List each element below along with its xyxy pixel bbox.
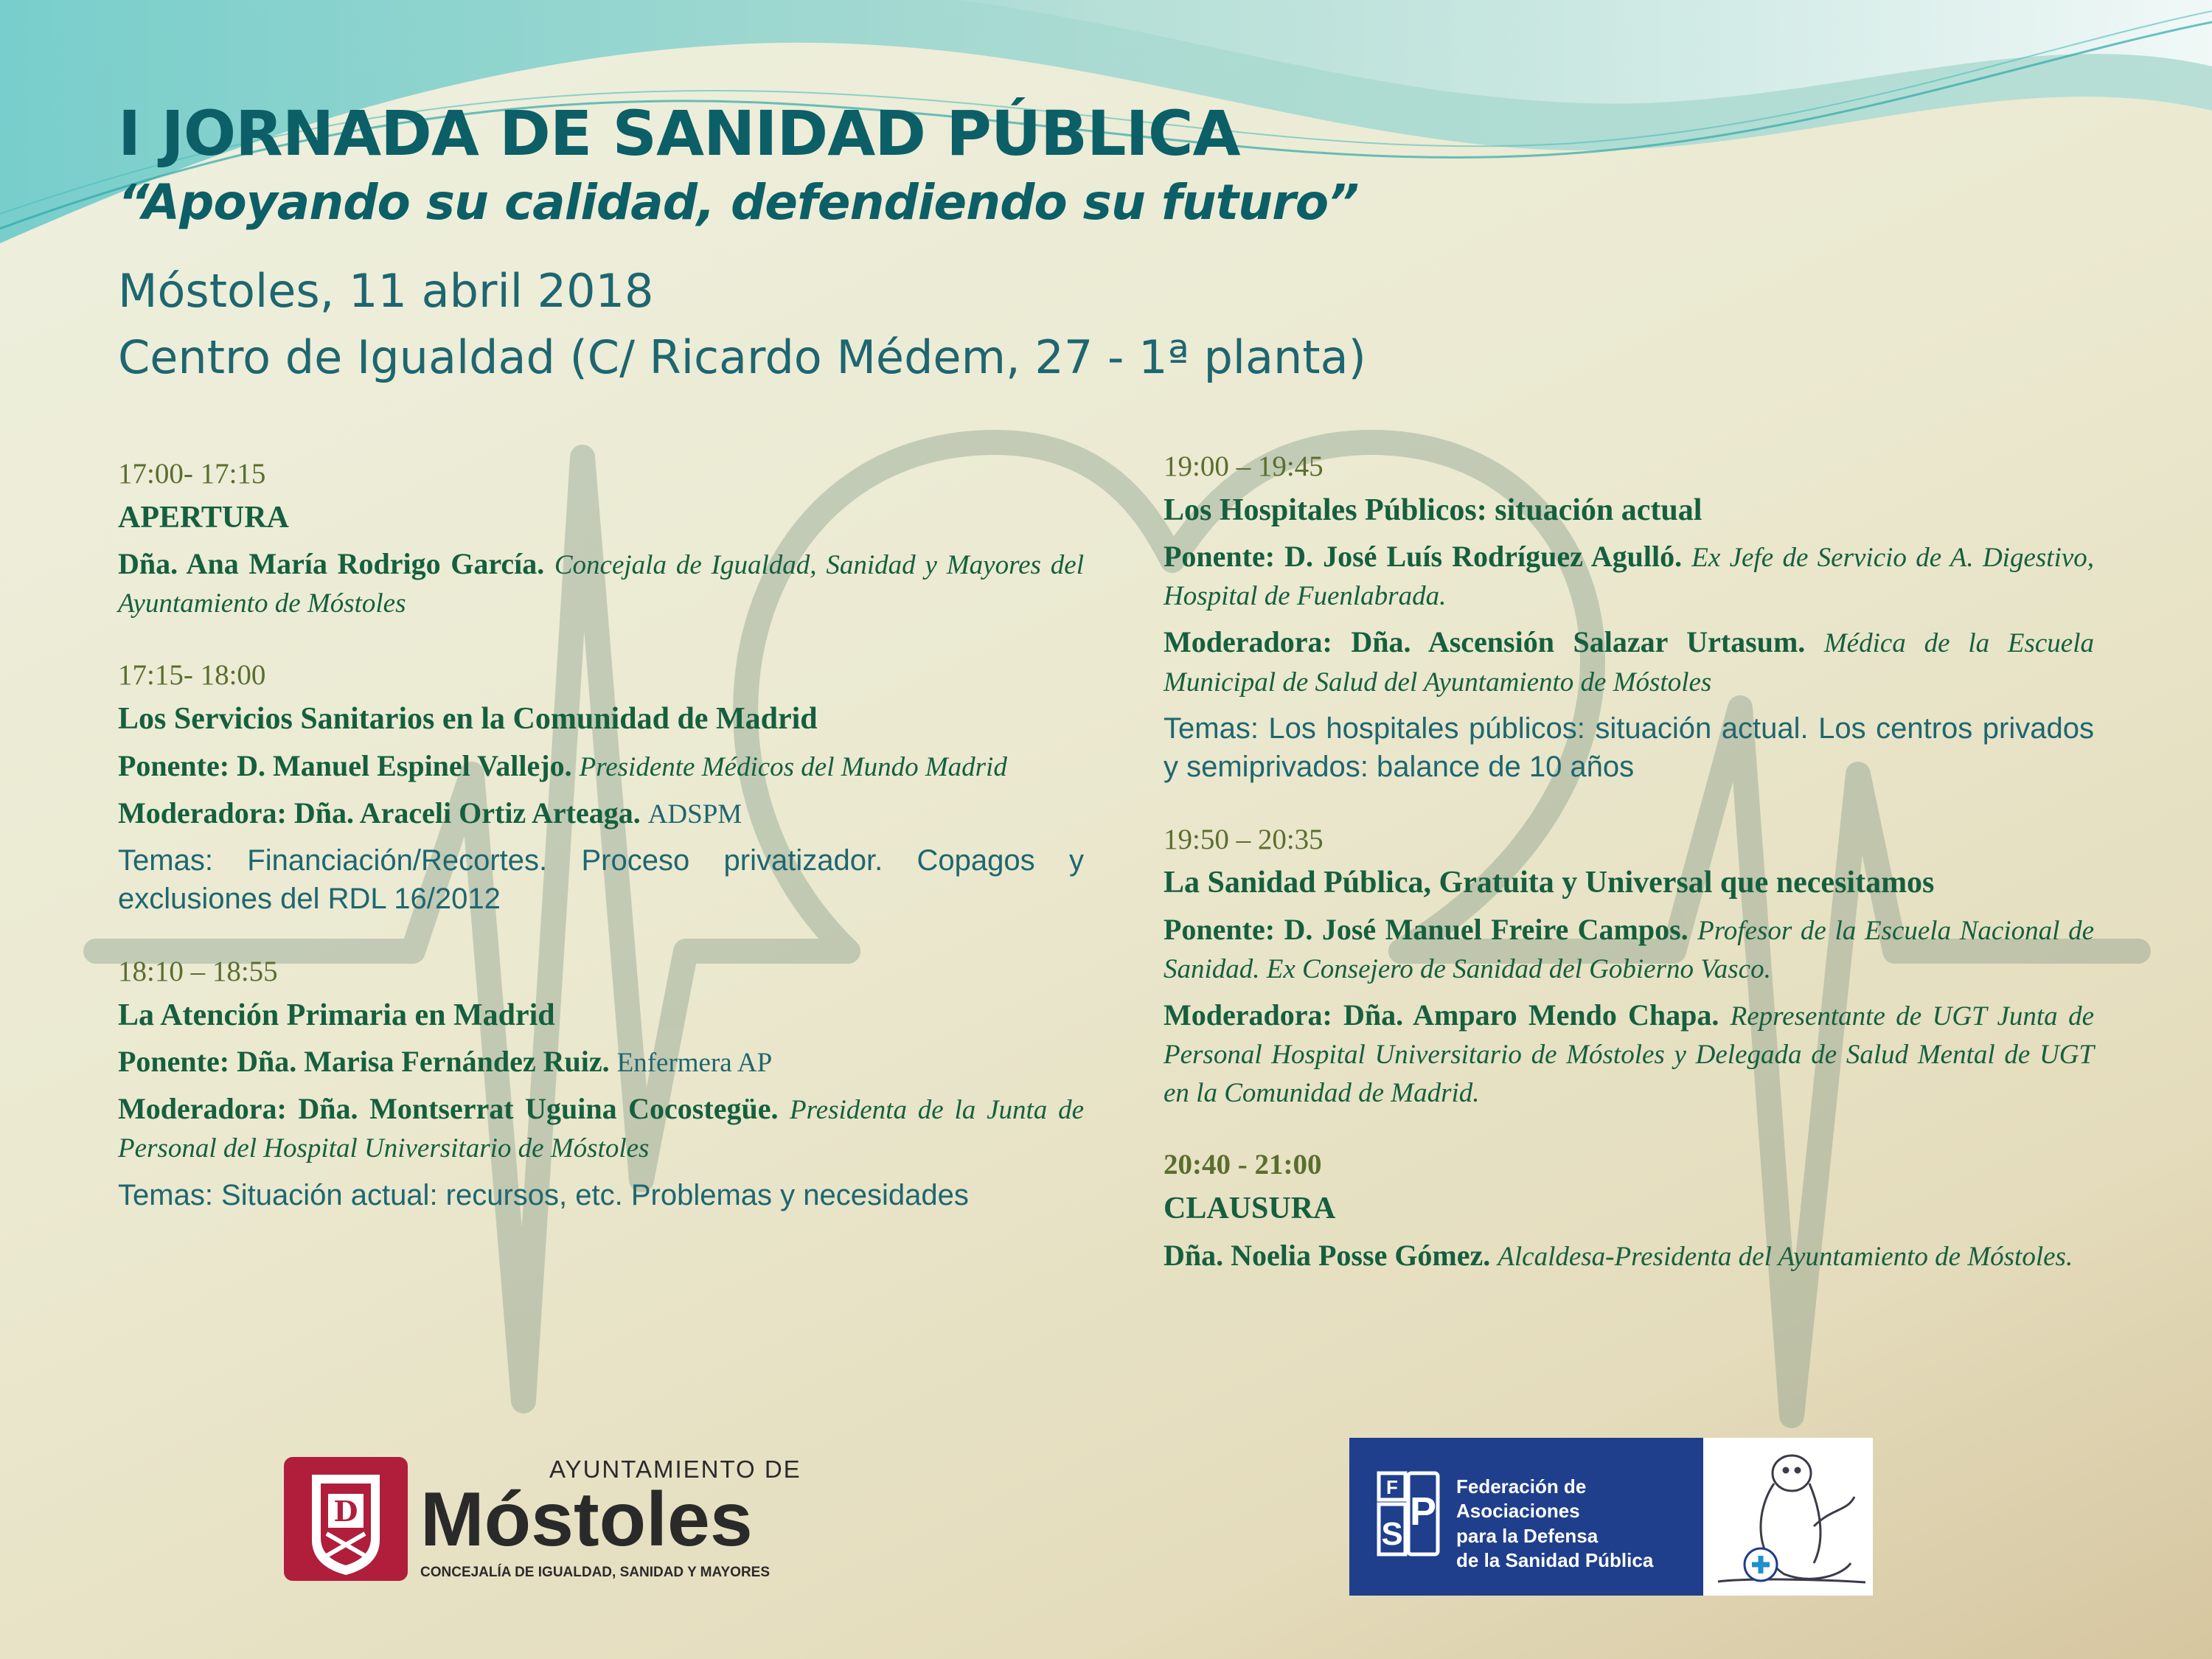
session-time: 20:40 - 21:00 (1164, 1149, 1322, 1181)
moderadora-description: Médica de la Escuela Municipal de Salud del Ayuntamiento de Móstoles (1164, 628, 2095, 698)
svg-text:S: S (1381, 1516, 1403, 1552)
session-apertura (118, 456, 1084, 622)
session-servicios-sanitarios (118, 657, 1084, 917)
speaker-description: Alcaldesa-Presidenta del Ayuntamiento de Móstoles. (1498, 1241, 2073, 1272)
fadsp-text (1456, 1475, 1700, 1573)
session-title: Los Hospitales Públicos: situación actual (1164, 493, 1703, 527)
temas-line: Temas: Financiación/Recortes. Proceso privatizador. Copagos y exclusiones del RDL 16/2012 (118, 844, 1084, 915)
ponente-label: Ponente: (1164, 540, 1276, 574)
moderadora-label: Moderadora: (118, 1092, 287, 1126)
page-subtitle: “Apoyando su calidad, defendiendo su futuro” (118, 174, 1359, 232)
ponente-label: Ponente: (118, 1045, 230, 1079)
moderadora-name: Dña. Ascensión Salazar Urtasum. (1351, 625, 1806, 659)
session-time: 17:00- 17:15 (118, 458, 266, 490)
fadsp-line-3: de la Sanidad Pública (1456, 1548, 1654, 1571)
speaker-name: Dña. Ana María Rodrigo García. (118, 547, 545, 581)
ponente-line (118, 1043, 1084, 1081)
ponente-label: Ponente: (118, 748, 230, 782)
moderadora-label: Moderadora: (1164, 998, 1332, 1032)
seal-illustration-icon (1718, 1455, 1865, 1582)
session-title: La Atención Primaria en Madrid (118, 998, 555, 1032)
event-venue: Centro de Igualdad (C/ Ricardo Médem, 27 - 1ª planta) (118, 330, 1366, 384)
session-time: 17:15- 18:00 (118, 659, 266, 692)
ponente-description: Ex Jefe de Servicio de A. Digestivo, Hospital de Fuenlabrada. (1164, 543, 2095, 612)
ponente-description: Presidente Médicos del Mundo Madrid (579, 751, 1007, 782)
moderadora-name: Dña. Amparo Mendo Chapa. (1343, 998, 1719, 1032)
speaker-name: Dña. Noelia Posse Gómez. (1164, 1238, 1491, 1272)
moderadora-description: ADSPM (647, 799, 742, 830)
session-hospitales-publicos (1164, 448, 2094, 786)
mostoles-logo (284, 1453, 830, 1585)
ponente-name: D. José Luís Rodríguez Agulló. (1284, 540, 1683, 574)
session-title: La Sanidad Pública, Gratuita y Universal que necesitamos (1164, 866, 1935, 900)
mostoles-top-text: AYUNTAMIENTO DE (549, 1455, 801, 1483)
ponente-line (118, 747, 1084, 785)
mostoles-crest-icon (284, 1457, 408, 1581)
speaker-line (1164, 1237, 2094, 1275)
ponente-name: D. José Manuel Freire Campos. (1284, 912, 1688, 946)
speaker-description: Concejala de Igualdad, Sanidad y Mayores del Ayuntamiento de Móstoles (118, 550, 1084, 619)
session-title: Los Servicios Sanitarios en la Comunidad de Madrid (118, 702, 818, 737)
page-title: I JORNADA DE SANIDAD PÚBLICA (118, 97, 1240, 170)
header (118, 97, 2109, 391)
ponente-line (1164, 538, 2094, 614)
fadsp-emblem-icon (1379, 1473, 1438, 1554)
session-atencion-primaria (118, 953, 1084, 1214)
moderadora-line (1164, 996, 2094, 1111)
mostoles-bottom-text: CONCEJALÍA DE IGUALDAD, SANIDAD Y MAYORES (420, 1565, 771, 1580)
fadsp-line-2: para la Defensa (1456, 1524, 1599, 1547)
moderadora-label: Moderadora: (1164, 625, 1332, 659)
fadsp-white-panel (1703, 1438, 1873, 1596)
session-time: 19:00 – 19:45 (1164, 451, 1324, 482)
moderadora-line (118, 1090, 1084, 1166)
program-right-column (1164, 448, 2094, 1310)
moderadora-line (118, 794, 1084, 832)
ponente-name: Dña. Marisa Fernández Ruiz. (237, 1045, 610, 1079)
mostoles-name-text: Móstoles (420, 1477, 753, 1562)
moderadora-line (1164, 623, 2094, 700)
moderadora-description: Presidenta de la Junta de Personal del Hospital Universitario de Móstoles (118, 1095, 1085, 1164)
ponente-label: Ponente: (1164, 912, 1276, 946)
moderadora-label: Moderadora: (118, 796, 287, 830)
svg-text:P: P (1409, 1489, 1437, 1534)
ponente-description: Profesor de la Escuela Nacional de Sanidad. Ex Consejero de Sanidad del Gobierno Vasco. (1164, 915, 2095, 985)
session-time: 19:50 – 20:35 (1164, 823, 1324, 855)
ponente-name: D. Manuel Espinel Vallejo. (237, 748, 572, 782)
session-time: 18:10 – 18:55 (118, 955, 278, 987)
ponente-line (1164, 911, 2094, 987)
moderadora-description: Representante de UGT Junta de Personal Hospital Universitario de Móstoles y Delegada de Salud Mental de UGT en la Comunidad de Madrid. (1164, 1001, 2095, 1109)
speaker-line (118, 545, 1084, 622)
moderadora-name: Dña. Araceli Ortiz Arteaga. (293, 796, 641, 830)
session-title: CLAUSURA (1164, 1192, 1336, 1226)
ponente-description: Enfermera AP (616, 1048, 773, 1079)
svg-text:D: D (333, 1495, 358, 1528)
event-date: Móstoles, 11 abril 2018 (118, 263, 654, 318)
svg-text:F: F (1386, 1476, 1398, 1498)
session-clausura (1164, 1147, 2094, 1274)
program-left-column (118, 456, 1084, 1250)
fadsp-logo (1349, 1438, 1873, 1596)
temas-line: Temas: Los hospitales públicos: situación actual. Los centros privados y semiprivados: balance de 10 años (1164, 712, 2094, 783)
session-sanidad-publica (1164, 821, 2094, 1112)
fadsp-blue-panel (1349, 1438, 1703, 1596)
moderadora-name: Dña. Montserrat Uguina Cocostegüe. (298, 1092, 779, 1126)
fadsp-line-1: Federación de Asociaciones (1456, 1475, 1587, 1523)
temas-line: Temas: Situación actual: recursos, etc. Problemas y necesidades (118, 1178, 969, 1211)
session-title: APERTURA (118, 500, 289, 535)
